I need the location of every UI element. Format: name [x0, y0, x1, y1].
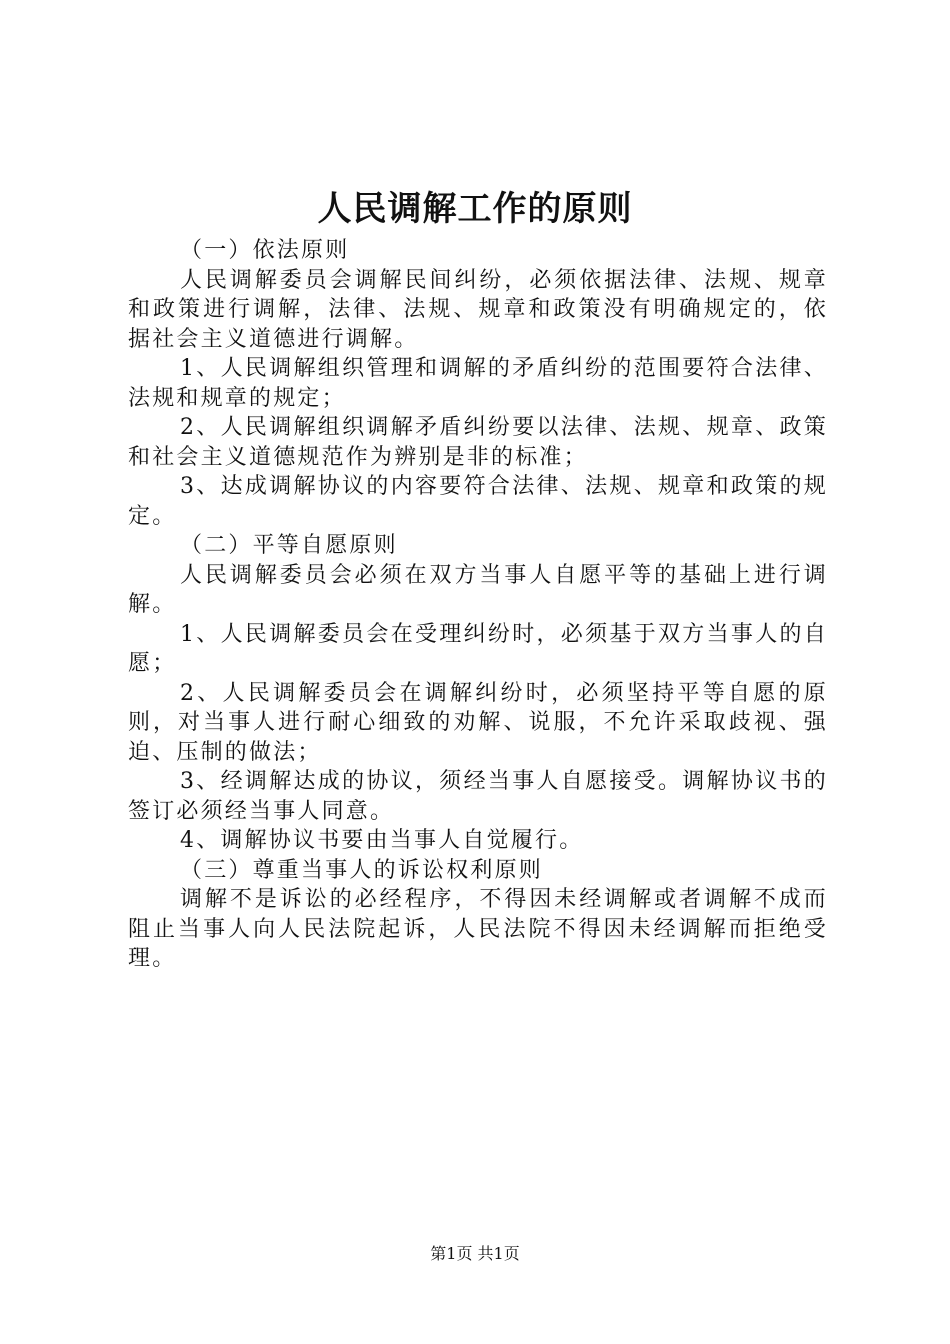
- section-heading: （三）尊重当事人的诉讼权利原则: [180, 857, 544, 883]
- list-item: 1、人民调解组织管理和调解的矛盾纠纷的范围要符合法律、法规和规章的规定；: [128, 356, 828, 411]
- section-heading: （二）平等自愿原则: [180, 533, 398, 558]
- list-item: 3、达成调解协议的内容要符合法律、法规、规章和政策的规定。: [128, 474, 828, 529]
- list-item: 2、人民调解委员会在调解纠纷时，必须坚持平等自愿的原则，对当事人进行耐心细致的劝解、说服，不允许采取歧视、强迫、压制的做法；: [128, 680, 828, 765]
- section-heading: （一）依法原则: [180, 238, 350, 263]
- document-body: [128, 236, 828, 974]
- document-title: 人民调解工作的原则: [317, 189, 633, 229]
- list-item: 2、人民调解组织调解矛盾纠纷要以法律、法规、规章、政策和社会主义道德规范作为辨别是非的标准；: [128, 415, 828, 470]
- list-item: 1、人民调解委员会在受理纠纷时，必须基于双方当事人的自愿；: [128, 621, 828, 676]
- paragraph: 人民调解委员会必须在双方当事人自愿平等的基础上进行调解。: [128, 562, 828, 617]
- paragraph: 调解不是诉讼的必经程序，不得因未经调解或者调解不成而阻止当事人向人民法院起诉，人民法院不得因未经调解而拒绝受理。: [128, 887, 828, 971]
- paragraph: 人民调解委员会调解民间纠纷，必须依据法律、法规、规章和政策进行调解，法律、法规、规章和政策没有明确规定的，依据社会主义道德进行调解。: [128, 267, 828, 352]
- list-item: 3、经调解达成的协议，须经当事人自愿接受。调解协议书的签订必须经当事人同意。: [128, 769, 828, 824]
- list-item: 4、调解协议书要由当事人自觉履行。: [180, 828, 584, 853]
- page-footer: 第1页 共1页: [430, 1244, 520, 1263]
